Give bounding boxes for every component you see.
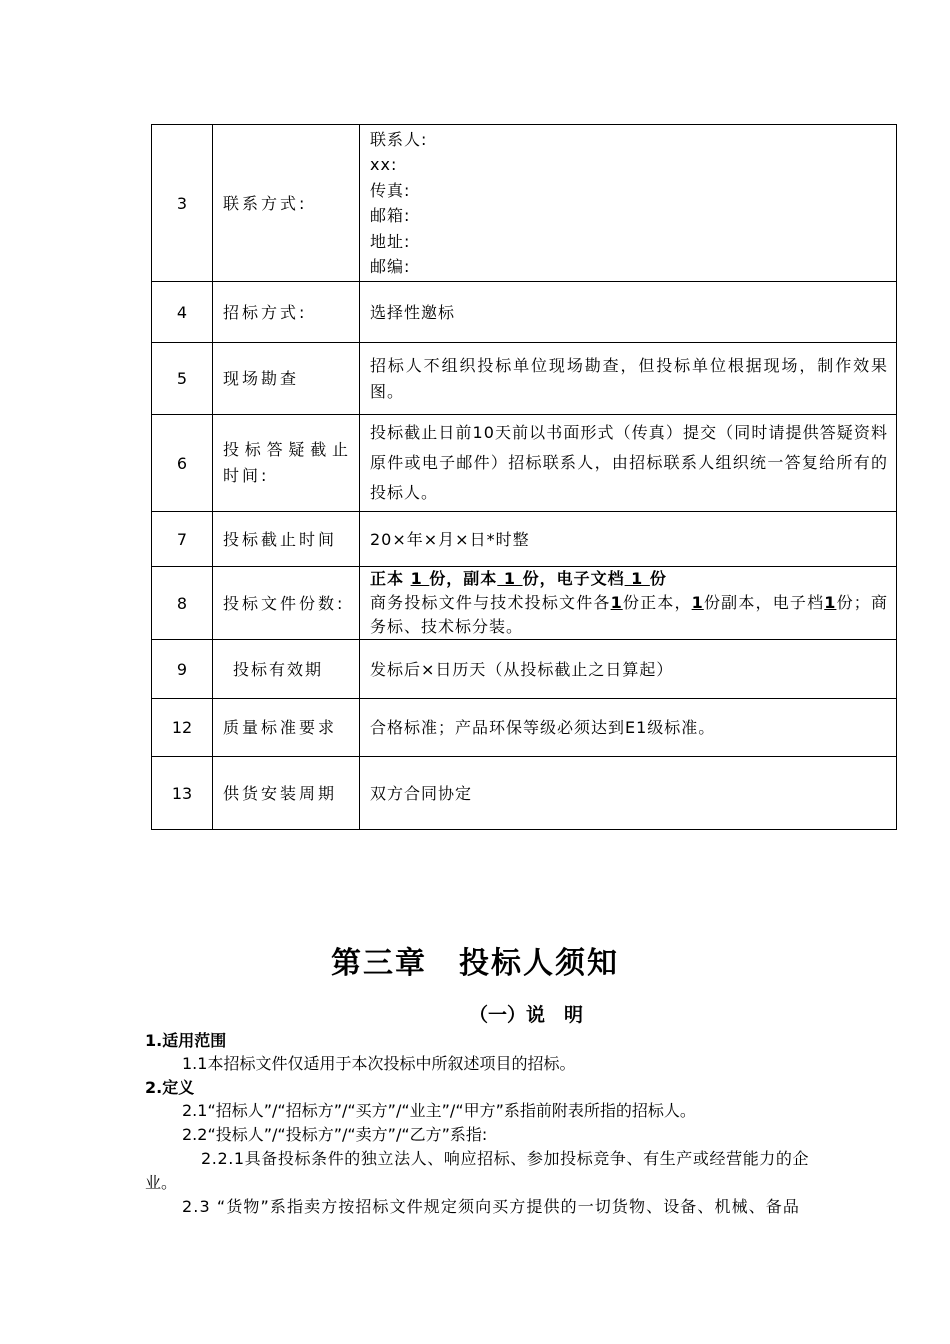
row-content: 双方合同协定 (360, 757, 897, 830)
text-part: 份；商务标、技术标分装。 (370, 593, 888, 636)
row-label: 投标文件份数: (213, 567, 360, 640)
row-number: 9 (152, 640, 213, 699)
table-row (152, 699, 897, 757)
row-label: 现场勘查 (213, 343, 360, 415)
text-part: 份副本，电子档 (703, 593, 825, 612)
text-part: 商务投标文件与技术投标文件各 (370, 593, 611, 612)
underlined-number: 1 (610, 593, 623, 612)
row-content: 投标截止日前10天前以书面形式（传真）提交（同时请提供答疑资料原件或电子邮件）招标联系人，由招标联系人组织统一答复给所有的投标人。 (360, 415, 897, 512)
section-heading: 2.定义 (145, 1078, 195, 1097)
table-row (152, 512, 897, 567)
contact-email-line: 邮箱: (370, 206, 411, 225)
underlined-number: 1 (824, 593, 837, 612)
paragraph: 业。 (145, 1173, 178, 1192)
text-part: 份正本， (622, 593, 692, 612)
row-number: 6 (152, 415, 213, 512)
row-label: 投标截止时间 (213, 512, 360, 567)
paragraph: 2.1“招标人”/“招标方”/“买方”/“业主”/“甲方”系指前附表所指的招标人。 (182, 1101, 696, 1120)
copies-detail-line (370, 593, 888, 636)
row-label: 供货安装周期 (213, 757, 360, 830)
row-content (360, 567, 897, 640)
underlined-number: 1 (410, 569, 430, 588)
table-row (152, 343, 897, 415)
row-number: 13 (152, 757, 213, 830)
text-part: 份 (649, 569, 667, 588)
underlined-number: 1 (497, 569, 523, 588)
table-row (152, 640, 897, 699)
bid-info-table (151, 124, 897, 830)
row-number: 3 (152, 125, 213, 282)
paragraph: 2.2“投标人”/“投标方”/“卖方”/“乙方”系指: (182, 1125, 488, 1144)
table-row (152, 415, 897, 512)
section-title: （一）说 明 (468, 1004, 583, 1026)
contact-xx-line: xx: (370, 155, 398, 174)
table-row (152, 757, 897, 830)
row-content: 合格标准；产品环保等级必须达到E1级标准。 (360, 699, 897, 757)
row-number: 7 (152, 512, 213, 567)
table-row (152, 282, 897, 343)
text-part: 份，电子文档 (522, 569, 625, 588)
row-label: 质量标准要求 (213, 699, 360, 757)
contact-address-line: 地址: (370, 231, 411, 251)
row-number: 4 (152, 282, 213, 343)
copies-bold-line (370, 567, 888, 591)
underlined-number: 1 (691, 593, 704, 612)
row-content: 发标后×日历天（从投标截止之日算起） (360, 640, 897, 699)
text-part: 份，副本 (429, 569, 498, 588)
chapter-title: 第三章 投标人须知 (331, 946, 619, 981)
section-heading: 1.适用范围 (145, 1031, 227, 1050)
text-part: 正本 (370, 569, 411, 588)
table-row (152, 125, 897, 282)
row-label: 投标答疑截止时间: (213, 415, 360, 512)
row-number: 12 (152, 699, 213, 757)
row-content (360, 125, 897, 282)
row-number: 5 (152, 343, 213, 415)
contact-fax-line: 传真: (370, 180, 411, 200)
contact-person-line: 联系人: (370, 129, 428, 149)
row-content: 招标人不组织投标单位现场勘查，但投标单位根据现场，制作效果图。 (360, 343, 897, 415)
table-row (152, 567, 897, 640)
underlined-number: 1 (624, 569, 650, 588)
row-number: 8 (152, 567, 213, 640)
row-label: 联系方式: (213, 125, 360, 282)
row-content: 20×年×月×日*时整 (360, 512, 897, 567)
paragraph: 2.3 “货物”系指卖方按招标文件规定须向买方提供的一切货物、设备、机械、备品 (182, 1197, 801, 1216)
contact-postcode-line: 邮编: (370, 257, 411, 276)
paragraph: 2.2.1具备投标条件的独立法人、响应招标、参加投标竞争、有生产或经营能力的企 (201, 1149, 810, 1168)
row-content: 选择性邀标 (360, 282, 897, 343)
row-label: 招标方式: (213, 282, 360, 343)
paragraph: 1.1本招标文件仅适用于本次投标中所叙述项目的招标。 (182, 1054, 576, 1073)
row-label: 投标有效期 (213, 640, 360, 699)
